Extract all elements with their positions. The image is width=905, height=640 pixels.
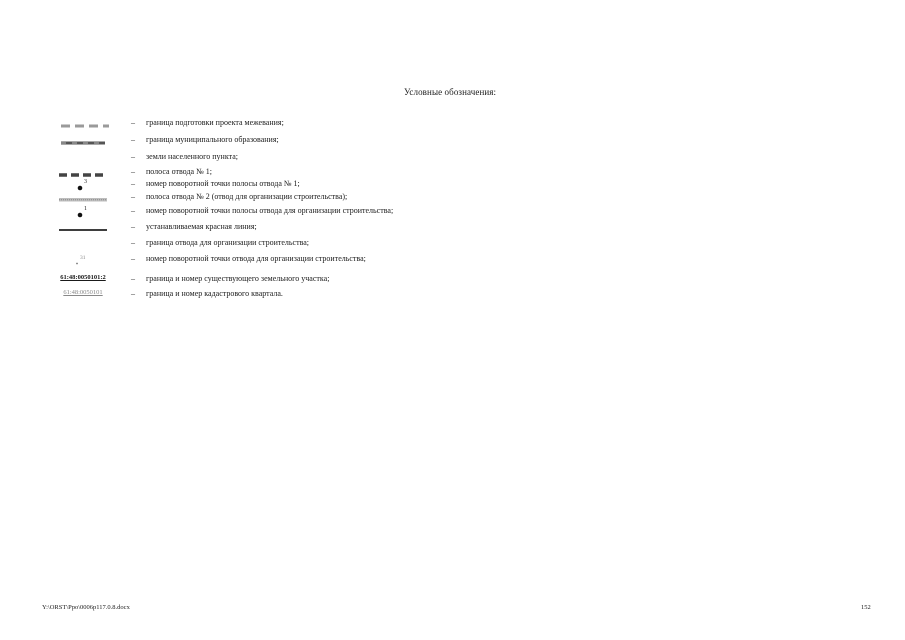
legend-row [0,179,905,189]
legend-description: полоса отвода № 1; [146,167,212,176]
legend-dash: – [131,118,135,127]
legend-row [0,254,905,264]
legend-dash: – [131,222,135,231]
parcel-number: 61:48:0050101:2 [60,274,106,281]
legend-description: граница муниципального образования; [146,135,279,144]
legend-description: номер поворотной точки отвода для организации строительства; [146,254,366,263]
legend-row [0,289,905,299]
legend-description: граница и номер существующего земельного участка; [146,274,330,283]
legend-description: земли населенного пункта; [146,152,238,161]
legend-dash: – [131,167,135,176]
point-label: 1 [84,206,87,212]
strip-1-symbol [55,167,111,177]
legend-description: граница отвода для организации строительства; [146,238,310,247]
point-label: 3 [84,179,87,185]
legend-dash: – [131,192,135,201]
legend-description: полоса отвода № 2 (отвод для организации строительства); [146,192,348,201]
legend-dash: – [131,206,135,215]
legend-row [0,206,905,216]
page-number: 152 [861,604,871,611]
footer-file-path: Y:\ORST\Ppo\0006p117.0.8.docx [42,604,130,611]
legend-row [0,135,905,145]
legend-description: устанавливаемая красная линия; [146,222,257,231]
legend-description: номер поворотной точки полосы отвода № 1; [146,179,300,188]
legend-description: граница и номер кадастрового квартала. [146,289,283,298]
legend-row [0,167,905,177]
parcel-number-symbol [55,274,111,284]
strip-2-symbol [55,192,111,202]
legend-description: граница подготовки проекта межевания; [146,118,284,127]
legend-row [0,222,905,232]
legend-dash: – [131,254,135,263]
legend-dash: – [131,289,135,298]
construction-point-symbol [55,206,111,216]
legend-row [0,274,905,284]
project-boundary-symbol [55,118,111,128]
legend-dash: – [131,152,135,161]
quarter-number-symbol [55,289,111,299]
strip-1-point-symbol [55,179,111,189]
page-title: Условные обозначения: [404,87,497,97]
small-point-symbol [55,254,111,264]
legend-dash: – [131,238,135,247]
legend-row [0,152,905,162]
legend-row [0,118,905,128]
point-label: 31 [80,255,86,261]
legend-dash: – [131,135,135,144]
municipal-border-symbol [55,135,111,145]
legend-row [0,238,905,248]
legend-description: номер поворотной точки полосы отвода для организации строительства; [146,206,394,215]
red-line-symbol [55,222,111,232]
quarter-number: 61:48:0050101 [63,289,103,296]
legend-dash: – [131,179,135,188]
legend-dash: – [131,274,135,283]
legend-row [0,192,905,202]
